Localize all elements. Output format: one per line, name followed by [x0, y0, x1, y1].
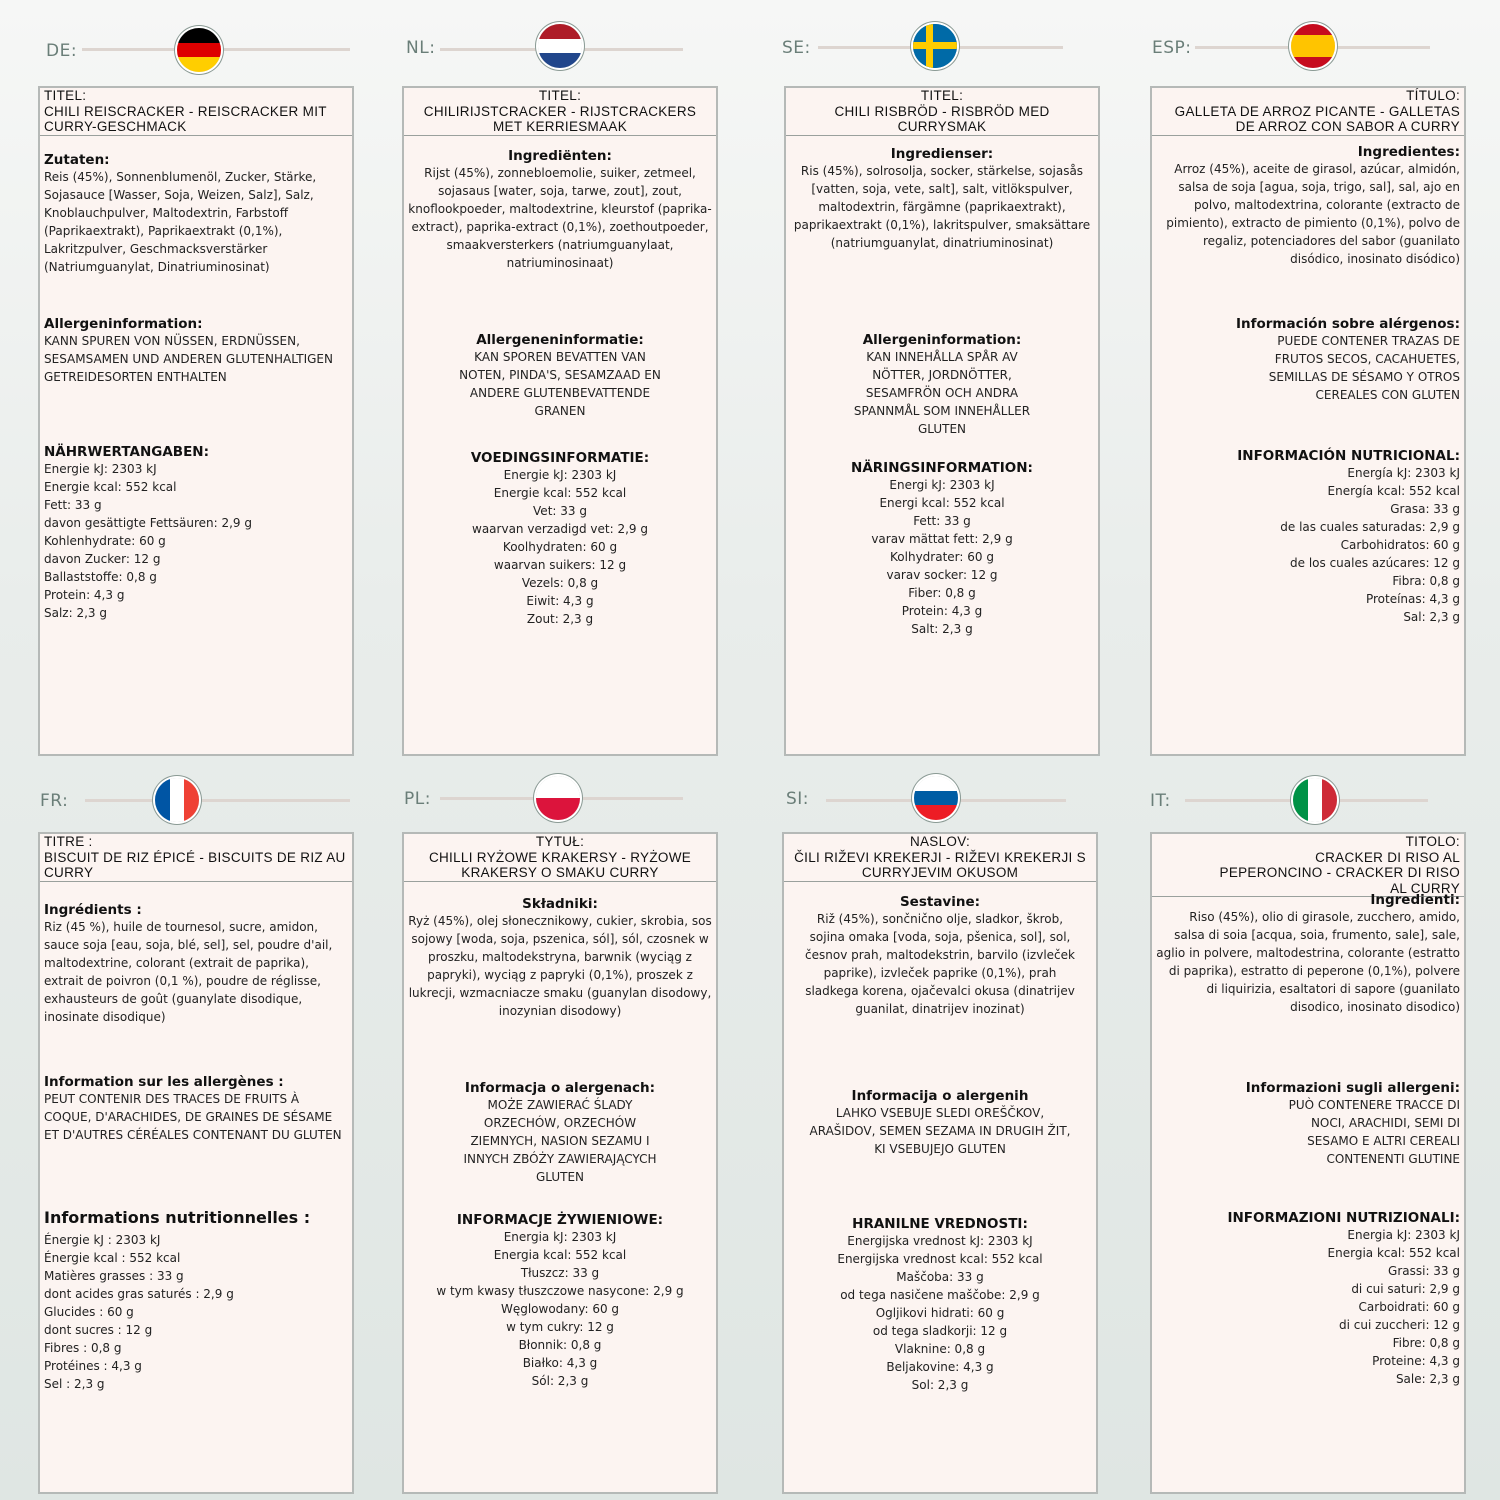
label-panel-fr [38, 832, 354, 1494]
ingredients-section [1156, 892, 1460, 1016]
ingredients-section [408, 896, 712, 1020]
title-block [44, 834, 348, 882]
title-label: NASLOV: [909, 834, 971, 849]
allergen-section [790, 332, 1094, 438]
nutrition-section [44, 1208, 348, 1393]
allergen-text: PUÒ CONTENERE TRACCE DI NOCI, ARACHIDI, SEMI DI SESAMO E ALTRI CEREALI CONTENENTI GLUTINE [1288, 1098, 1460, 1166]
lang-code-fr: FR: [40, 791, 69, 811]
nutrition-list [790, 476, 1094, 638]
nutrition-row: Fibra: 0,8 g [1392, 574, 1460, 588]
ingredients-section [1156, 144, 1460, 268]
title-rule [40, 881, 352, 882]
ingredients-heading: Ingrédients : [44, 902, 142, 918]
flag-pl-icon [536, 776, 580, 820]
lang-code-se: SE: [782, 38, 811, 58]
nutrition-list [788, 1232, 1092, 1394]
nutrition-list [44, 1231, 348, 1393]
nutrition-row: Énergie kcal : 552 kcal [44, 1251, 181, 1265]
nutrition-row: Salz: 2,3 g [44, 606, 107, 620]
ingredients-heading: Sestavine: [899, 894, 981, 910]
product-title: CHILI RISBRÖD - RISBRÖD MED CURRYSMAK [834, 103, 1050, 134]
nutrition-row: Ballaststoffe: 0,8 g [44, 570, 157, 584]
nutrition-row: Protein: 4,3 g [901, 604, 983, 618]
nutrition-row: od tega sladkorji: 12 g [872, 1324, 1008, 1338]
label-panel-de [38, 86, 354, 756]
nutrition-section [408, 450, 712, 628]
allergen-heading: Informacija o alergenih [851, 1088, 1029, 1104]
title-block [408, 834, 712, 882]
nutrition-row: Energia kJ: 2303 kJ [1347, 1228, 1460, 1242]
nutrition-section [44, 444, 348, 622]
title-label: TITEL: [44, 88, 87, 103]
title-block [408, 88, 712, 136]
title-rule [404, 135, 716, 136]
nutrition-heading: Informations nutritionnelles : [44, 1208, 311, 1227]
title-label: TITEL: [920, 88, 964, 103]
ingredients-heading: Ingredienti: [1370, 892, 1460, 908]
ingredients-heading: Składniki: [522, 896, 598, 912]
flag-fr-icon [155, 778, 199, 822]
nutrition-row: od tega nasičene maščobe: 2,9 g [840, 1288, 1040, 1302]
nutrition-row: Vlaknine: 0,8 g [894, 1342, 986, 1356]
label-panel-se [784, 86, 1100, 756]
flag-es-icon [1291, 24, 1335, 68]
allergen-heading: Allergeninformation: [44, 316, 203, 332]
title-label: TYTUŁ: [535, 834, 585, 849]
allergen-heading: Allergeneninformatie: [476, 332, 644, 348]
nutrition-row: Błonnik: 0,8 g [518, 1338, 602, 1352]
nutrition-row: Fibres : 0,8 g [44, 1341, 122, 1355]
title-label: TITEL: [538, 88, 582, 103]
allergen-heading: Information sur les allergènes : [44, 1074, 284, 1090]
allergen-text: KAN INNEHÅLLA SPÅR AV NÖTTER, JORDNÖTTER, SESAMFRÖN OCH ANDRA SPANNMÅL SOM INNEHÅLLER GLUTEN [853, 350, 1031, 436]
title-block [788, 834, 1092, 882]
nutrition-row: Ogljikovi hidrati: 60 g [875, 1306, 1005, 1320]
ingredients-text: Reis (45%), Sonnenblumenöl, Zucker, Stärke, Sojasauce [Wasser, Soja, Weizen, Salz], Salz, Knoblauchpulver, Maltodextrin, Farbstoff (Paprikaextrakt), Paprikaextrakt (0,1%), Lakritzpulver, Geschmacksverstärker (Natriumguanylat, Dinatriuminosinat) [44, 170, 317, 274]
nutrition-row: Energie kJ: 2303 kJ [44, 462, 157, 476]
nutrition-row: Energía kJ: 2303 kJ [1347, 466, 1460, 480]
ingredients-heading: Ingrediënten: [508, 148, 612, 164]
allergen-section [408, 332, 712, 420]
title-rule [786, 135, 1098, 136]
title-rule [784, 881, 1096, 882]
nutrition-heading: INFORMACJE ŻYWIENIOWE: [456, 1212, 664, 1228]
title-block [1156, 88, 1460, 136]
allergen-heading: Información sobre alérgenos: [1235, 316, 1460, 332]
allergen-section [408, 1080, 712, 1186]
product-title: CRACKER DI RISO AL PEPERONCINO - CRACKER DI RISO AL CURRY [1219, 849, 1460, 896]
product-title: ČILI RIŽEVI KREKERJI - RIŽEVI KREKERJI S CURRYJEVIM OKUSOM [794, 849, 1086, 880]
allergen-text: KAN SPOREN BEVATTEN VAN NOTEN, PINDA'S, SESAMZAAD EN ANDERE GLUTENBEVATTENDE GRANEN [459, 350, 661, 418]
nutrition-row: dont acides gras saturés : 2,9 g [44, 1287, 234, 1301]
label-panel-nl [402, 86, 718, 756]
ingredients-heading: Ingredientes: [1357, 144, 1460, 160]
nutrition-row: Kohlenhydrate: 60 g [44, 534, 166, 548]
flag-nl-icon [538, 24, 582, 68]
nutrition-row: Sel : 2,3 g [44, 1377, 105, 1391]
nutrition-section [788, 1216, 1092, 1394]
nutrition-row: dont sucres : 12 g [44, 1323, 153, 1337]
ingredients-section [408, 148, 712, 272]
nutrition-row: Sal: 2,3 g [1403, 610, 1460, 624]
product-title: CHILI REISCRACKER - REISCRACKER MIT CURRY-GESCHMACK [44, 103, 327, 134]
nutrition-row: Protein: 4,3 g [44, 588, 125, 602]
nutrition-row: Tłuszcz: 33 g [520, 1266, 600, 1280]
title-label: TÍTULO: [1406, 88, 1460, 103]
nutrition-row: Grasa: 33 g [1390, 502, 1460, 516]
ingredients-text: Ryż (45%), olej słonecznikowy, cukier, skrobia, sos sojowy [woda, soja, pszenica, sól], sól, czosnek w proszku, maltodekstryna, barwnik (wyciąg z papryki), wyciąg z papryki (0,1%), proszek z lukrecji, wzmacniacze smaku (guanylan disodowy, inozynian disodowy) [408, 914, 712, 1018]
nutrition-row: Carbohidratos: 60 g [1340, 538, 1460, 552]
allergen-section [44, 316, 348, 386]
nutrition-row: de los cuales azúcares: 12 g [1290, 556, 1460, 570]
lang-code-si: SI: [786, 789, 810, 809]
nutrition-row: Vet: 33 g [533, 504, 587, 518]
allergen-text: MOŻE ZAWIERAĆ ŚLADY ORZECHÓW, ORZECHÓW ZIEMNYCH, NASION SEZAMU I INNYCH ZBÓŻY ZAWIERAJĄCYCH GLUTEN [463, 1098, 657, 1184]
nutrition-row: Białko: 4,3 g [522, 1356, 598, 1370]
title-rule [1152, 135, 1464, 136]
nutrition-heading: VOEDINGSINFORMATIE: [470, 450, 650, 466]
allergen-text: KANN SPUREN VON NÜSSEN, ERDNÜSSEN, SESAMSAMEN UND ANDEREN GLUTENHALTIGEN GETREIDESORTEN ENTHALTEN [44, 334, 333, 384]
label-panel-si [782, 832, 1098, 1494]
title-rule [404, 881, 716, 882]
nutrition-row: Energía kcal: 552 kcal [1327, 484, 1460, 498]
nutrition-row: Energia kcal: 552 kcal [493, 1248, 627, 1262]
nutrition-row: Koolhydraten: 60 g [502, 540, 618, 554]
nutrition-row: Sol: 2,3 g [911, 1378, 969, 1392]
nutrition-row: davon Zucker: 12 g [44, 552, 161, 566]
nutrition-list [1156, 1226, 1460, 1388]
flag-se-icon [913, 24, 957, 68]
nutrition-row: Proteine: 4,3 g [1372, 1354, 1460, 1368]
title-block [44, 88, 348, 136]
nutrition-row: di cui saturi: 2,9 g [1351, 1282, 1460, 1296]
nutrition-row: Énergie kJ : 2303 kJ [44, 1233, 161, 1247]
nutrition-row: waarvan suikers: 12 g [493, 558, 627, 572]
product-title: GALLETA DE ARROZ PICANTE - GALLETAS DE ARROZ CON SABOR A CURRY [1174, 103, 1460, 134]
product-title: CHILLI RYŻOWE KRAKERSY - RYŻOWE KRAKERSY O SMAKU CURRY [428, 849, 692, 880]
nutrition-section [1156, 448, 1460, 626]
nutrition-row: Sól: 2,3 g [531, 1374, 589, 1388]
title-block [790, 88, 1094, 136]
nutrition-row: Energia kJ: 2303 kJ [503, 1230, 617, 1244]
allergen-text: PUEDE CONTENER TRAZAS DE FRUTOS SECOS, CACAHUETES, SEMILLAS DE SÉSAMO Y OTROS CEREALES CON GLUTEN [1268, 334, 1460, 402]
nutrition-list [408, 466, 712, 628]
nutrition-row: Węglowodany: 60 g [500, 1302, 620, 1316]
nutrition-row: Energi kJ: 2303 kJ [889, 478, 995, 492]
ingredients-section [790, 146, 1094, 252]
lang-code-pl: PL: [404, 789, 431, 809]
nutrition-row: Fiber: 0,8 g [908, 586, 976, 600]
title-block [1156, 834, 1460, 897]
nutrition-row: Energijska vrednost kJ: 2303 kJ [847, 1234, 1033, 1248]
nutrition-row: Matières grasses : 33 g [44, 1269, 184, 1283]
lang-code-es: ESP: [1152, 38, 1192, 58]
nutrition-row: Energie kJ: 2303 kJ [503, 468, 617, 482]
ingredients-section [788, 894, 1092, 1018]
nutrition-row: w tym cukry: 12 g [506, 1320, 614, 1334]
header-rule-fr [85, 799, 350, 802]
nutrition-row: Protéines : 4,3 g [44, 1359, 142, 1373]
ingredients-text: Arroz (45%), aceite de girasol, azúcar, almidón, salsa de soja [agua, soja, trigo, sal], sal, ajo en polvo, maltodextrina, colorante (extracto de pimiento), extracto de pimiento (0,1%), polvo de regaliz, potenciadores del sabor (guanilato disódico, inosinato disódico) [1166, 162, 1460, 266]
nutrition-row: Kolhydrater: 60 g [890, 550, 994, 564]
nutrition-row: waarvan verzadigd vet: 2,9 g [472, 522, 648, 536]
nutrition-heading: INFORMACIÓN NUTRICIONAL: [1237, 448, 1460, 464]
allergen-heading: Informacja o alergenach: [464, 1080, 656, 1096]
nutrition-row: Beljakovine: 4,3 g [886, 1360, 994, 1374]
allergen-text: PEUT CONTENIR DES TRACES DE FRUITS À COQUE, D'ARACHIDES, DE GRAINES DE SÉSAME ET D'AUTRES CÉRÉALES CONTENANT DU GLUTEN [44, 1092, 342, 1142]
nutrition-row: Energie kcal: 552 kcal [44, 480, 177, 494]
nutrition-list [408, 1228, 712, 1390]
nutrition-row: Carboidrati: 60 g [1358, 1300, 1460, 1314]
title-rule [40, 135, 352, 136]
nutrition-row: Fett: 33 g [44, 498, 102, 512]
nutrition-row: Fibre: 0,8 g [1392, 1336, 1460, 1350]
nutrition-list [1156, 464, 1460, 626]
nutrition-section [408, 1212, 712, 1390]
nutrition-heading: HRANILNE VREDNOSTI: [852, 1216, 1028, 1232]
nutrition-row: Zout: 2,3 g [526, 612, 594, 626]
ingredients-section [44, 902, 348, 1026]
allergen-heading: Informazioni sugli allergeni: [1245, 1080, 1460, 1096]
nutrition-row: Proteínas: 4,3 g [1365, 592, 1460, 606]
lang-code-nl: NL: [406, 38, 436, 58]
nutrition-row: Energijska vrednost kcal: 552 kcal [837, 1252, 1043, 1266]
nutrition-section [790, 460, 1094, 638]
nutrition-list [44, 460, 348, 622]
ingredients-section [44, 152, 348, 276]
ingredients-text: Riz (45 %), huile de tournesol, sucre, amidon, sauce soja [eau, soja, blé, sel], sel, poudre d'ail, maltodextrine, colorant (extrait de paprika), extrait de poivron (0,1 %), poudre de réglisse, exhausteurs de goût (guanylate disodique, inosinate disodique) [44, 920, 333, 1024]
label-panel-es [1150, 86, 1466, 756]
title-label: TITRE : [44, 834, 93, 849]
allergen-heading: Allergeninformation: [862, 332, 1022, 348]
nutrition-row: de las cuales saturadas: 2,9 g [1280, 520, 1460, 534]
nutrition-heading: NÄRINGSINFORMATION: [851, 460, 1033, 476]
nutrition-row: Salt: 2,3 g [911, 622, 973, 636]
nutrition-section [1156, 1210, 1460, 1388]
label-panel-pl [402, 832, 718, 1494]
nutrition-row: davon gesättigte Fettsäuren: 2,9 g [44, 516, 252, 530]
allergen-section [44, 1074, 348, 1144]
nutrition-row: Fett: 33 g [913, 514, 971, 528]
ingredients-text: Riž (45%), sončnično olje, sladkor, škrob, sojina omaka [voda, soja, pšenica, sol], sol, česnov prah, maltodekstrin, barvilo (izvleček paprike), izvleček paprike (0,1%), prah sladkega korena, ojačevalci okusa (dinatrijev guanilat, dinatrijev inozinat) [805, 912, 1075, 1016]
label-panel-it [1150, 832, 1466, 1494]
flag-si-icon [914, 776, 958, 820]
nutrition-row: Sale: 2,3 g [1395, 1372, 1460, 1386]
nutrition-row: Glucides : 60 g [44, 1305, 134, 1319]
allergen-section [1156, 1080, 1460, 1168]
ingredients-text: Riso (45%), olio di girasole, zucchero, amido, salsa di soia [acqua, soia, frumento, sale], sale, aglio in polvere, maltodestrina, colorante (estratto di paprika), estratto di peperone (0,1%), polvere di liquirizia, esaltatori di sapore (guanilato disodico, inosinato disodico) [1156, 910, 1460, 1014]
nutrition-heading: NÄHRWERTANGABEN: [44, 444, 209, 460]
flag-de-icon [177, 28, 221, 72]
nutrition-row: Maščoba: 33 g [896, 1270, 984, 1284]
ingredients-heading: Zutaten: [44, 152, 110, 168]
product-title: BISCUIT DE RIZ ÉPICÉ - BISCUITS DE RIZ AU CURRY [44, 849, 346, 880]
nutrition-row: Eiwit: 4,3 g [526, 594, 594, 608]
flag-it-icon [1293, 778, 1337, 822]
nutrition-row: varav socker: 12 g [886, 568, 998, 582]
allergen-section [1156, 316, 1460, 404]
nutrition-heading: INFORMAZIONI NUTRIZIONALI: [1227, 1210, 1460, 1226]
nutrition-row: Grassi: 33 g [1388, 1264, 1460, 1278]
nutrition-row: di cui zuccheri: 12 g [1338, 1318, 1460, 1332]
nutrition-row: varav mättat fett: 2,9 g [871, 532, 1013, 546]
product-title: CHILIRIJSTCRACKER - RIJSTCRACKERS MET KERRIESMAAK [423, 103, 697, 134]
allergen-section [788, 1088, 1092, 1158]
nutrition-row: w tym kwasy tłuszczowe nasycone: 2,9 g [436, 1284, 684, 1298]
lang-code-de: DE: [46, 41, 78, 61]
nutrition-row: Energie kcal: 552 kcal [493, 486, 627, 500]
title-label: TITOLO: [1405, 834, 1460, 849]
ingredients-text: Ris (45%), solrosolja, socker, stärkelse, sojasås [vatten, soja, vete, salt], salt, vitlökspulver, maltodextrin, färgämne (paprikaextrakt), paprikaextrakt (0,1%), lakritspulver, smaksättare (natriumguanylat, dinatriuminosinat) [793, 164, 1091, 250]
nutrition-row: Energia kcal: 552 kcal [1327, 1246, 1460, 1260]
ingredients-heading: Ingredienser: [890, 146, 994, 162]
allergen-text: LAHKO VSEBUJE SLEDI OREŠČKOV, ARAŠIDOV, SEMEN SEZAMA IN DRUGIH ŽIT, KI VSEBUJEJO GLUTEN [809, 1106, 1071, 1156]
lang-code-it: IT: [1150, 791, 1171, 811]
nutrition-row: Vezels: 0,8 g [521, 576, 599, 590]
nutrition-row: Energi kcal: 552 kcal [879, 496, 1005, 510]
ingredients-text: Rijst (45%), zonnebloemolie, suiker, zetmeel, sojasaus [water, soja, tarwe, zout], zout, knoflookpoeder, maltodextrine, kleurstof (paprika-extract), paprika-extract (0,1%), zoethoutpoeder, smaakversterkers (natriumguanylaat, natriuminosinaat) [408, 166, 712, 270]
